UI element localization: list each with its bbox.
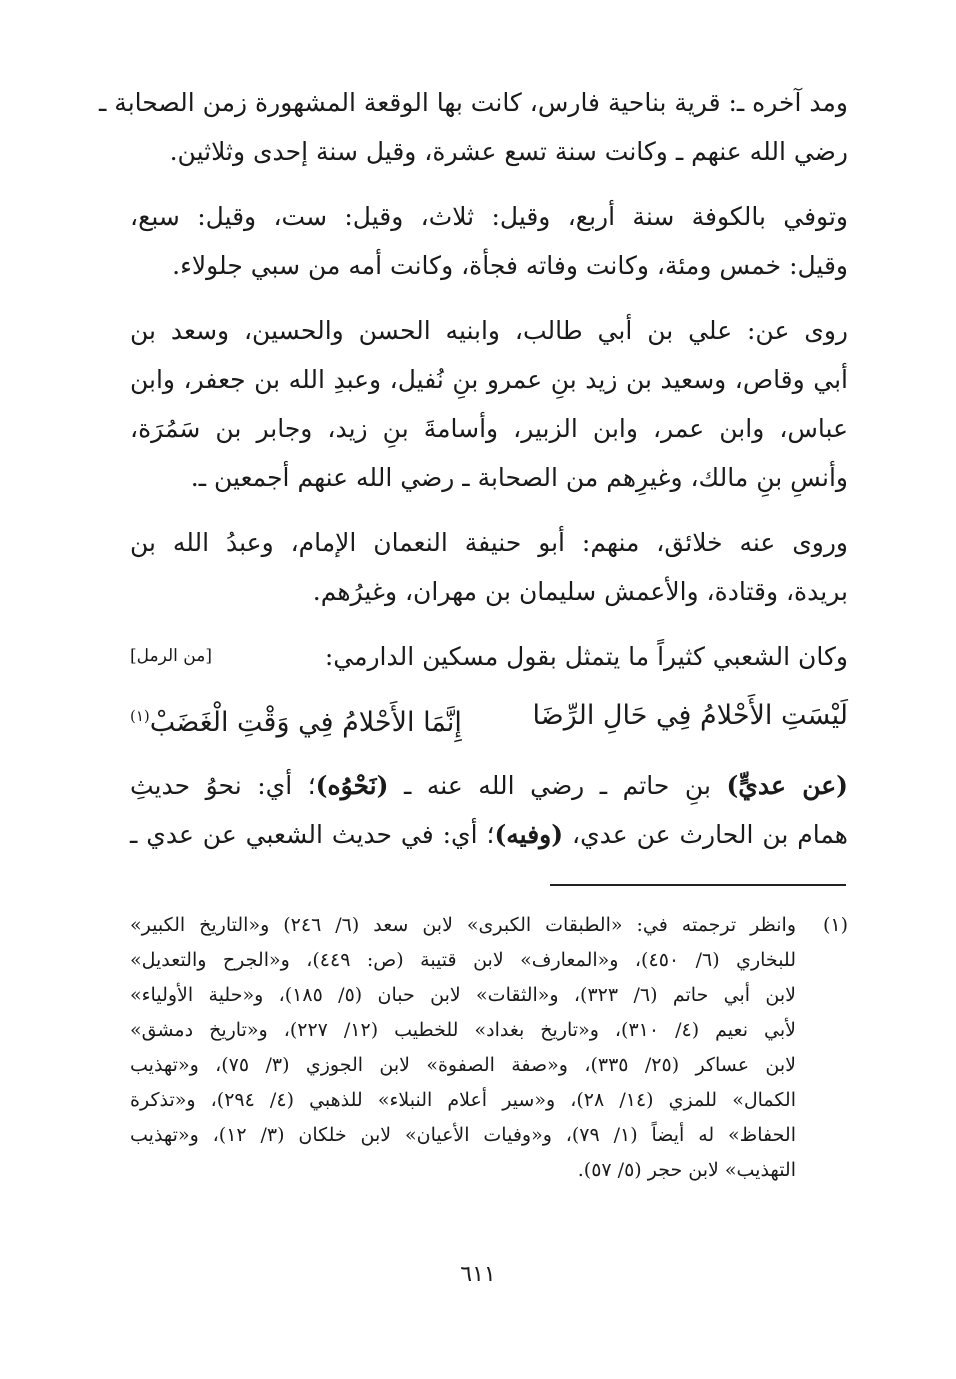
text-run: همام بن الحارث عن عدي، bbox=[563, 820, 848, 849]
hemistich-second bbox=[130, 689, 462, 750]
text-line: روى عن: علي بن أبي طالب، وابنيه الحسن والحسين، وسعد بن bbox=[130, 316, 848, 345]
bold-term: (وفيه) bbox=[494, 820, 564, 849]
text-line: وتوفي بالكوفة سنة أربع، وقيل: ثلاث، وقيل: ست، وقيل: سبع، bbox=[130, 202, 848, 231]
text-line: رضي الله عنهم ـ وكانت سنة تسع عشرة، وقيل سنة إحدى وثلاثين. bbox=[169, 137, 848, 166]
footnote-line: التهذيب» لابن حجر (٥/ ٥٧). bbox=[577, 1159, 796, 1181]
text-line bbox=[130, 761, 848, 810]
footnote-line: الكمال» للمزي (١٤/ ٢٨)، و«سير أعلام النبلاء» للذهبي (٤/ ٢٩٤)، و«تذكرة bbox=[130, 1089, 796, 1111]
text-line: أبي وقاص، وسعيد بن زيد بنِ عمرو بنِ نُفيل، وعبدِ الله بن جعفر، وابن bbox=[130, 365, 848, 394]
page-number: ٦١١ bbox=[460, 1262, 496, 1287]
paragraph-narrated-from bbox=[130, 306, 848, 502]
footnote-reference: (١) bbox=[130, 707, 150, 725]
bold-term: (عن عديٍّ) bbox=[726, 771, 848, 800]
poetry-verse bbox=[130, 689, 848, 743]
text-run: ؛ أي: في حديث الشعبي عن عدي ـ bbox=[130, 820, 495, 849]
text-line: وأنسِ بنِ مالك، وغيرِهم من الصحابة ـ رضي الله عنهم أجمعين ـ. bbox=[190, 463, 848, 492]
hemistich-second-text: إِنَّمَا الأَحْلامُ فِي وَقْتِ الْغَضَبْ bbox=[149, 707, 462, 738]
poetry-intro: وكان الشعبي كثيراً ما يتمثل بقول مسكين الدارمي: bbox=[324, 642, 848, 671]
paragraph-death bbox=[130, 192, 848, 290]
text-line: وروى عنه خلائق، منهم: أبو حنيفة النعمان الإمام، وعبدُ الله بن bbox=[130, 528, 848, 557]
footnote-line: وانظر ترجمته في: «الطبقات الكبرى» لابن سعد (٦/ ٢٤٦) و«التاريخ الكبير» bbox=[130, 914, 796, 936]
text-line: بريدة، وقتادة، والأعمش سليمان بن مهران، وغيرُهم. bbox=[312, 577, 848, 606]
footnotes bbox=[130, 908, 848, 1188]
poetry-intro-line bbox=[130, 632, 848, 681]
hemistich-first: لَيْسَتِ الأَحْلامُ فِي حَالِ الرِّضَا bbox=[532, 700, 848, 731]
footnote-line: لابن عساكر (٢٥/ ٣٣٥)، و«صفة الصفوة» لابن الجوزي (٣/ ٧٥)، و«تهذيب bbox=[130, 1054, 796, 1076]
paragraph-commentary bbox=[130, 761, 848, 859]
footnote-number: (١) bbox=[822, 914, 848, 936]
footnote-body bbox=[130, 908, 796, 1188]
text-run: بنِ حاتم ـ رضي الله عنه ـ bbox=[388, 771, 727, 800]
paragraph-jalula bbox=[99, 78, 848, 176]
text-run: ؛ أي: نحوُ حديثِ bbox=[130, 771, 316, 800]
footnote-line: الحفاظ» له أيضاً (١/ ٧٩)، و«وفيات الأعيان» لابن خلكان (٣/ ١٢)، و«تهذيب bbox=[130, 1124, 796, 1146]
text-line bbox=[130, 810, 848, 859]
paragraph-narrated-by bbox=[130, 518, 848, 616]
poetry-meter: [من الرمل] bbox=[130, 646, 212, 666]
text-line: ومد آخره ـ: قرية بناحية فارس، كانت بها الوقعة المشهورة زمن الصحابة ـ bbox=[99, 88, 848, 117]
footnote-line: لأبي نعيم (٤/ ٣١٠)، و«تاريخ بغداد» للخطيب (١٢/ ٢٢٧)، و«تاريخ دمشق» bbox=[130, 1019, 796, 1041]
footnote-line: للبخاري (٦/ ٤٥٠)، و«المعارف» لابن قتيبة (ص: ٤٤٩)، و«الجرح والتعديل» bbox=[130, 949, 797, 971]
text-line: عباس، وابن عمر، وابن الزبير، وأسامةَ بنِ زيد، وجابر بن سَمُرَة، bbox=[130, 414, 848, 443]
text-line: وقيل: خمس ومئة، وكانت وفاته فجأة، وكانت أمه من سبي جلولاء. bbox=[172, 251, 848, 280]
bold-term: (نَحْوُه) bbox=[315, 771, 389, 800]
footnote-divider bbox=[550, 884, 846, 886]
footnote-line: لابن أبي حاتم (٦/ ٣٢٣)، و«الثقات» لابن حبان (٥/ ١٨٥)، و«حلية الأولياء» bbox=[130, 984, 797, 1006]
page-body bbox=[99, 78, 848, 875]
